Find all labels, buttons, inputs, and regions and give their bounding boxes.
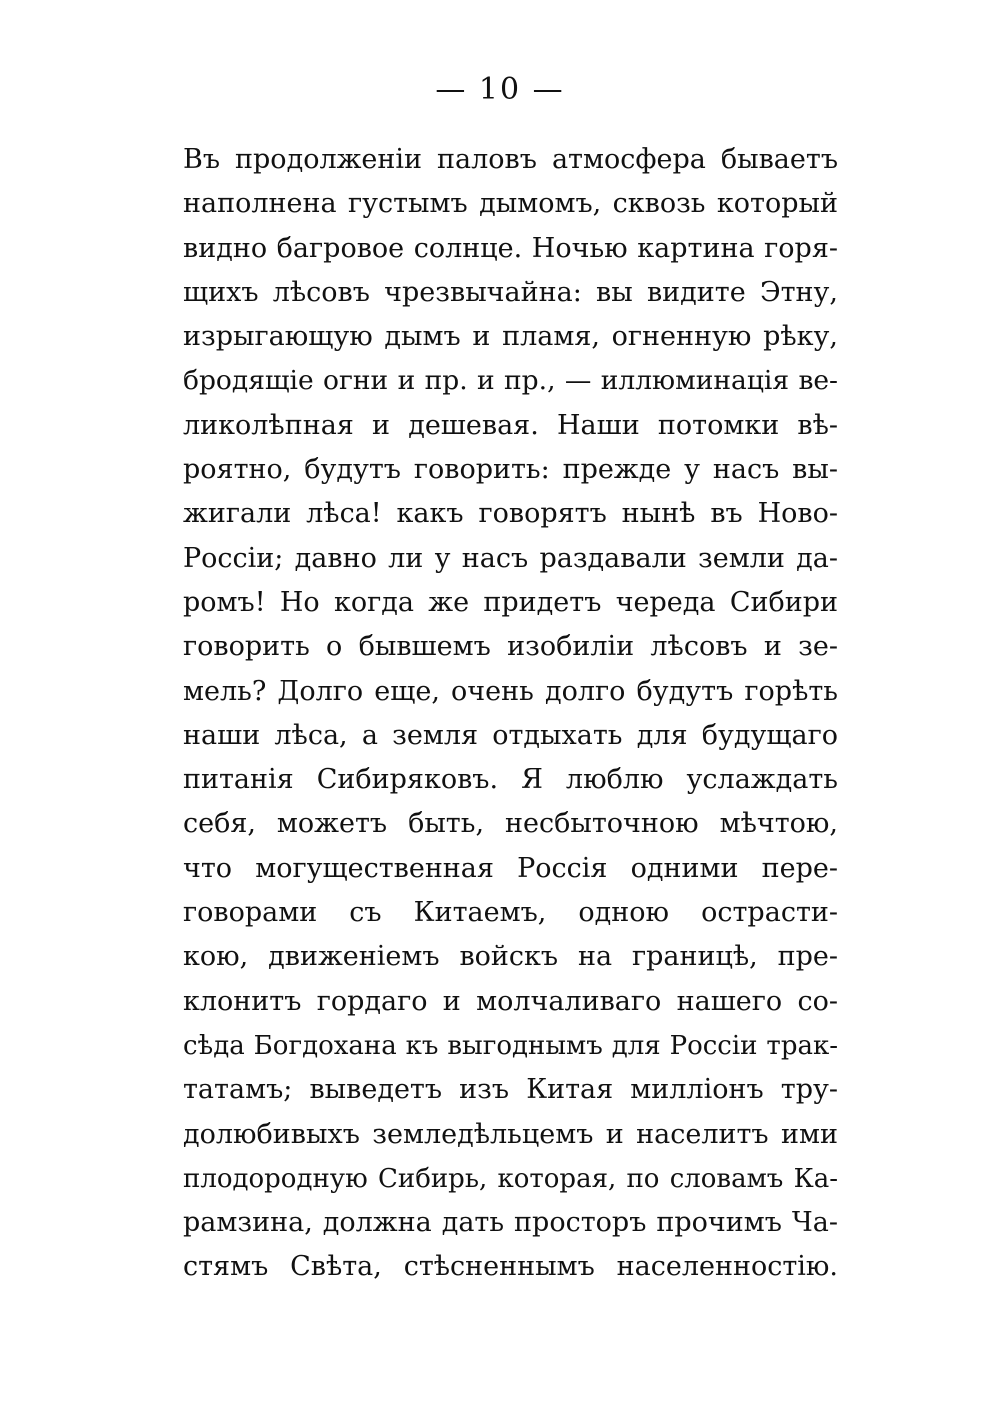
text-line: ромъ! Но когда же придетъ череда Сибири xyxy=(183,586,838,618)
text-line: ликолѣпная и дешевая. Наши потомки вѣ- xyxy=(183,409,838,441)
text-line: клонитъ гордаго и молчаливаго нашего со- xyxy=(183,985,838,1017)
text-line: мель? Долго еще, очень долго будутъ горѣть xyxy=(183,675,838,707)
text-line: Россіи; давно ли у насъ раздавали земли да- xyxy=(183,542,838,574)
text-line: рамзина, должна дать просторъ прочимъ Ча- xyxy=(183,1207,838,1239)
text-line: плодородную Сибирь, которая, по словамъ Ка- xyxy=(183,1163,838,1194)
text-line: щихъ лѣсовъ чрезвычайна: вы видите Этну, xyxy=(183,276,838,308)
text-line: роятно, будутъ говорить: прежде у насъ вы- xyxy=(183,454,838,486)
text-line: Въ продолженіи паловъ атмосфера бываетъ xyxy=(183,144,838,175)
text-line: видно багровое солнце. Ночью картина горя- xyxy=(183,232,838,264)
text-line: жигали лѣса! какъ говорятъ нынѣ въ Ново- xyxy=(183,498,838,530)
page-number: — 10 — xyxy=(435,72,565,107)
text-line: сѣда Богдохана къ выгоднымъ для Россіи трак- xyxy=(183,1030,838,1061)
text-line: питанія Сибиряковъ. Я люблю услаждать xyxy=(183,764,838,796)
text-line: бродящіе огни и пр. и пр., — иллюминація ве- xyxy=(183,365,838,397)
text-line: долюбивыхъ земледѣльцемъ и населитъ ими xyxy=(183,1118,838,1150)
text-line: говорами съ Китаемъ, одною острасти- xyxy=(183,897,838,929)
text-line: говорить о бывшемъ изобиліи лѣсовъ и зе- xyxy=(183,631,838,663)
body-text xyxy=(183,138,838,1290)
text-line: себя, можетъ быть, несбыточною мѣчтою, xyxy=(183,808,838,840)
text-line: что могущественная Россія одними пере- xyxy=(183,852,838,884)
text-line: татамъ; выведетъ изъ Китая милліонъ тру- xyxy=(183,1074,838,1106)
text-line: наполнена густымъ дымомъ, сквозь который xyxy=(183,188,838,220)
text-line: стямъ Свѣта, стѣсненнымъ населенностію. xyxy=(183,1251,838,1283)
text-line: кою, движеніемъ войскъ на границѣ, пре- xyxy=(183,941,838,973)
text-line: наши лѣса, а земля отдыхать для будущаго xyxy=(183,719,838,751)
text-line: изрыгающую дымъ и пламя, огненную рѣку, xyxy=(183,321,838,353)
